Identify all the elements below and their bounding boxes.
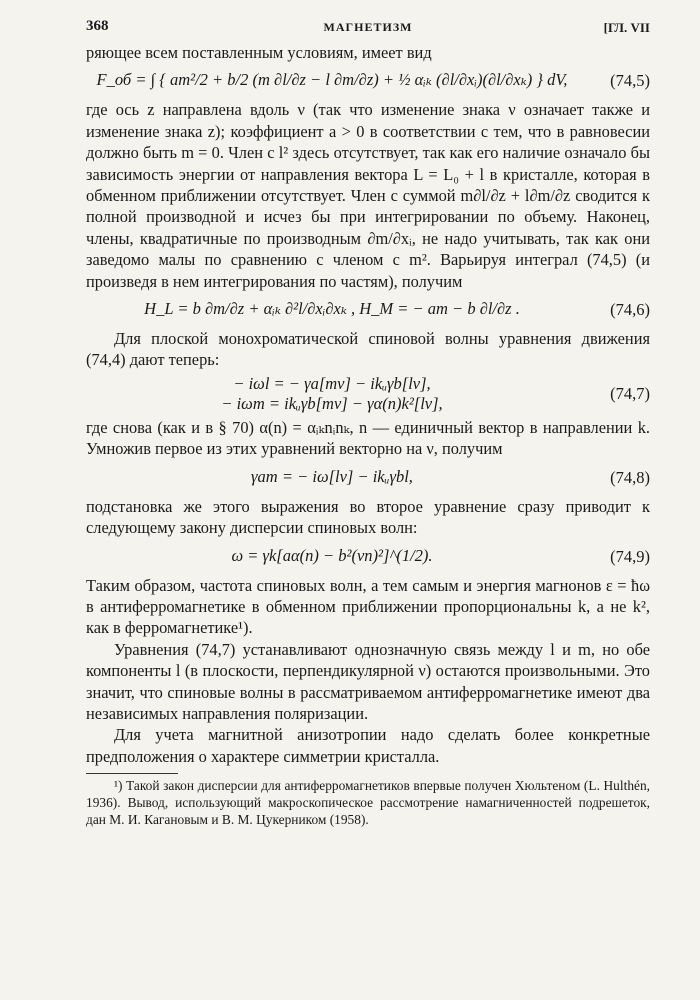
paragraph: Уравнения (74,7) устанавливают однозначную связь между l и m, но обе компоненты l (в плоскости, перпендикулярной ν) остаются произвольными. Это значит, что спиновые волны в рассматриваемом антиферромагнетике имеют два независимых направления поляризации. bbox=[86, 639, 650, 723]
paragraph: Таким образом, частота спиновых волн, а тем самым и энергия магнонов ε = ħω в антиферромагнетике в обменном приближении пропорциональны k, а не k², как в ферромагнетике¹). bbox=[86, 575, 650, 638]
paragraph: подстановка же этого выражения во второе уравнение сразу приводит к следующему закону дисперсии спиновых волн: bbox=[86, 496, 650, 538]
footnote: ¹) Такой закон дисперсии для антиферромагнетиков впервые получен Хюльтеном (L. Hulthén, 1936). Вывод, использующий макроскопическое рассмотрение намагниченностей подрешеток, дан М. И. Кагановым и В. М. Цукерником (1958). bbox=[86, 778, 650, 828]
equation-label: (74,5) bbox=[610, 71, 650, 91]
equation-body: γam = − iω[lν] − ikᵤγbl, bbox=[251, 466, 413, 486]
equation-74-8 bbox=[86, 463, 650, 493]
equation-74-5 bbox=[86, 66, 650, 96]
equation-line: − iωl = − γa[mν] − ikᵤγb[lν], bbox=[233, 373, 431, 393]
equation-label: (74,7) bbox=[610, 383, 650, 403]
running-title: МАГНЕТИЗМ bbox=[323, 20, 413, 34]
paragraph: где снова (как и в § 70) α(n) = αᵢₖnᵢnₖ, n — единичный вектор в направлении k. Умножив первое из этих уравнений векторно на ν, получим bbox=[86, 417, 650, 459]
equation-74-6 bbox=[86, 295, 650, 325]
equation-body: F_об = ∫ { am²/2 + b/2 (m ∂l/∂z − l ∂m/∂z) + ½ αᵢₖ (∂l/∂xᵢ)(∂l/∂xₖ) } dV, bbox=[96, 70, 568, 90]
equation-label: (74,8) bbox=[610, 467, 650, 487]
footnote-divider bbox=[86, 773, 178, 774]
page-number: 368 bbox=[86, 18, 109, 34]
paragraph: ряющее всем поставленным условиям, имеет вид bbox=[86, 43, 432, 62]
equation-74-9 bbox=[86, 542, 650, 572]
equation-74-7 bbox=[86, 374, 650, 414]
page bbox=[86, 18, 650, 978]
chapter-label: [ГЛ. VII bbox=[603, 20, 650, 35]
page-header bbox=[86, 18, 650, 42]
paragraph: где ось z направлена вдоль ν (так что изменение знака ν означает также и изменение знака z); коэффициент a > 0 в соответствии с тем, что в равновесии должно быть m = 0. Член с l² здесь отсутствует, так как его наличие означало бы зависимость энергии от направления вектора L = L₀ + l в кристалле, которая в обменном приближении отсутствует. Член с суммой m∂l/∂z + l∂m/∂z сводится к полной производной и исчез бы при интегрировании по объему. Наконец, члены, квадратичные по производным ∂m/∂xᵢ, не надо учитывать, так как они заведомо малы по сравнению с членом с m². Варьируя интеграл (74,5) (и произведя в нем интегрирования по частям), получим bbox=[86, 100, 650, 291]
equation-line: − iωm = ikᵤγb[mν] − γα(n)k²[lν], bbox=[221, 393, 443, 413]
equation-body: H_L = b ∂m/∂z + αᵢₖ ∂²l/∂xᵢ∂xₖ , H_M = − am − b ∂l/∂z . bbox=[144, 299, 520, 319]
equation-label: (74,6) bbox=[610, 300, 650, 320]
equation-label: (74,9) bbox=[610, 546, 650, 566]
paragraph: Для плоской монохроматической спиновой волны уравнения движения (74,4) дают теперь: bbox=[86, 329, 650, 370]
paragraph: Для учета магнитной анизотропии надо сделать более конкретные предположения о характере симметрии кристалла. bbox=[86, 725, 650, 766]
equation-body bbox=[86, 374, 578, 414]
equation-body: ω = γk[aα(n) − b²(νn)²]^(1/2). bbox=[231, 545, 433, 565]
